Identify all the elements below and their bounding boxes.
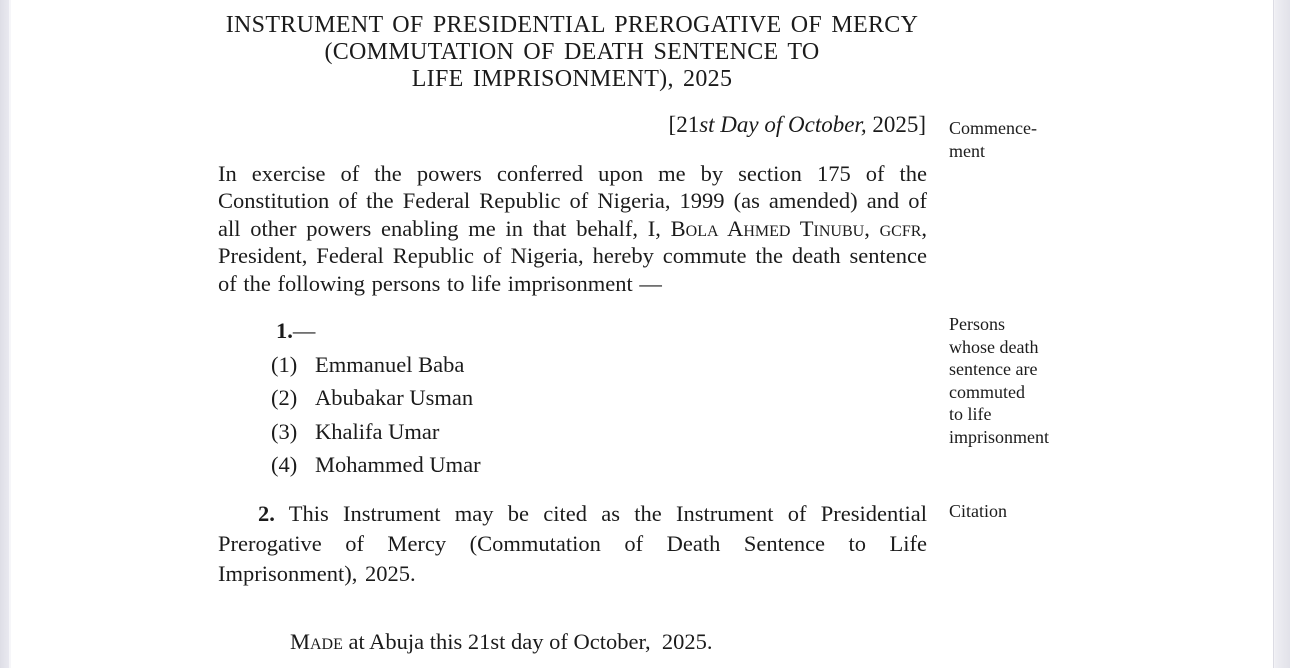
- list-item: [218, 381, 481, 415]
- page-left-edge: [0, 0, 11, 668]
- margin-note-commencement-line-1: Commence-: [949, 118, 1037, 138]
- president-honorific: gcfr: [879, 215, 922, 241]
- date-italic-part: st Day of October,: [699, 112, 867, 137]
- section-1-list: [218, 314, 481, 482]
- margin-note-persons-line-2: whose death: [949, 336, 1039, 357]
- page-right-edge: [1274, 0, 1290, 668]
- list-item-number: (4): [271, 452, 298, 478]
- list-item-number: (3): [271, 418, 298, 444]
- list-item-number: (2): [271, 385, 298, 411]
- section-1-number: 1.: [276, 318, 293, 343]
- margin-note-persons-line-5: to life: [949, 404, 992, 425]
- margin-note-persons: [949, 313, 1074, 449]
- margin-note-persons-line-6: imprisonment: [949, 426, 1049, 447]
- date-prefix: [21: [668, 112, 700, 137]
- list-item-name: Khalifa Umar: [315, 418, 440, 444]
- margin-note-persons-line-3: sentence are: [949, 359, 1038, 380]
- president-name: Bola Ahmed Tinubu: [670, 215, 865, 241]
- commencement-date-line: [218, 112, 926, 138]
- section-2-text: This Instrument may be cited as the Instrument of Presidential Prerogative of Mercy (Commutation of Death Sentence to Life Imprisonment), 2025.: [218, 501, 927, 586]
- made-word: Made: [290, 629, 343, 654]
- date-suffix: 2025]: [866, 112, 926, 137]
- made-rest: at Abuja this 21st day of October, 2025.: [342, 629, 713, 654]
- section-2-paragraph: [218, 499, 927, 589]
- preamble-paragraph: [218, 160, 927, 297]
- list-item-number: (1): [271, 351, 298, 377]
- list-item-name: Mohammed Umar: [315, 452, 481, 478]
- made-at-line: [218, 629, 927, 655]
- list-item: [218, 415, 481, 449]
- margin-note-commencement-line-2: ment: [949, 140, 985, 161]
- page-title: [218, 12, 926, 93]
- page-title-line-3: LIFE IMPRISONMENT), 2025: [411, 66, 733, 92]
- section-1-dash: —: [292, 318, 316, 343]
- list-item: [218, 448, 481, 482]
- section-2-number: 2.: [258, 501, 275, 526]
- page-title-line-2: (COMMUTATION OF DEATH SENTENCE TO: [324, 39, 820, 65]
- list-item-name: Emmanuel Baba: [315, 351, 465, 377]
- preamble-text-before-name: In exercise of the powers conferred upon me by section 175 of the Constitution of the Federal Republic of Nigeria, 1999 (as amended) and of all other powers enabling me in that behalf, I,: [218, 161, 927, 241]
- list-item: [218, 348, 481, 382]
- margin-note-persons-line-4: commuted: [949, 381, 1025, 402]
- margin-note-persons-line-1: Persons: [949, 314, 1006, 334]
- page-title-line-1: INSTRUMENT OF PRESIDENTIAL PREROGATIVE OF MERCY: [225, 12, 919, 38]
- margin-note-commencement: [949, 117, 1074, 162]
- preamble-text-after-name: , President, Federal Republic of Nigeria, hereby commute the death sentence of the following persons to life imprisonment —: [218, 215, 928, 296]
- margin-note-citation: Citation: [949, 501, 1007, 521]
- section-1-heading: [218, 314, 481, 348]
- preamble-separator: ,: [864, 215, 880, 241]
- list-item-name: Abubakar Usman: [315, 385, 474, 411]
